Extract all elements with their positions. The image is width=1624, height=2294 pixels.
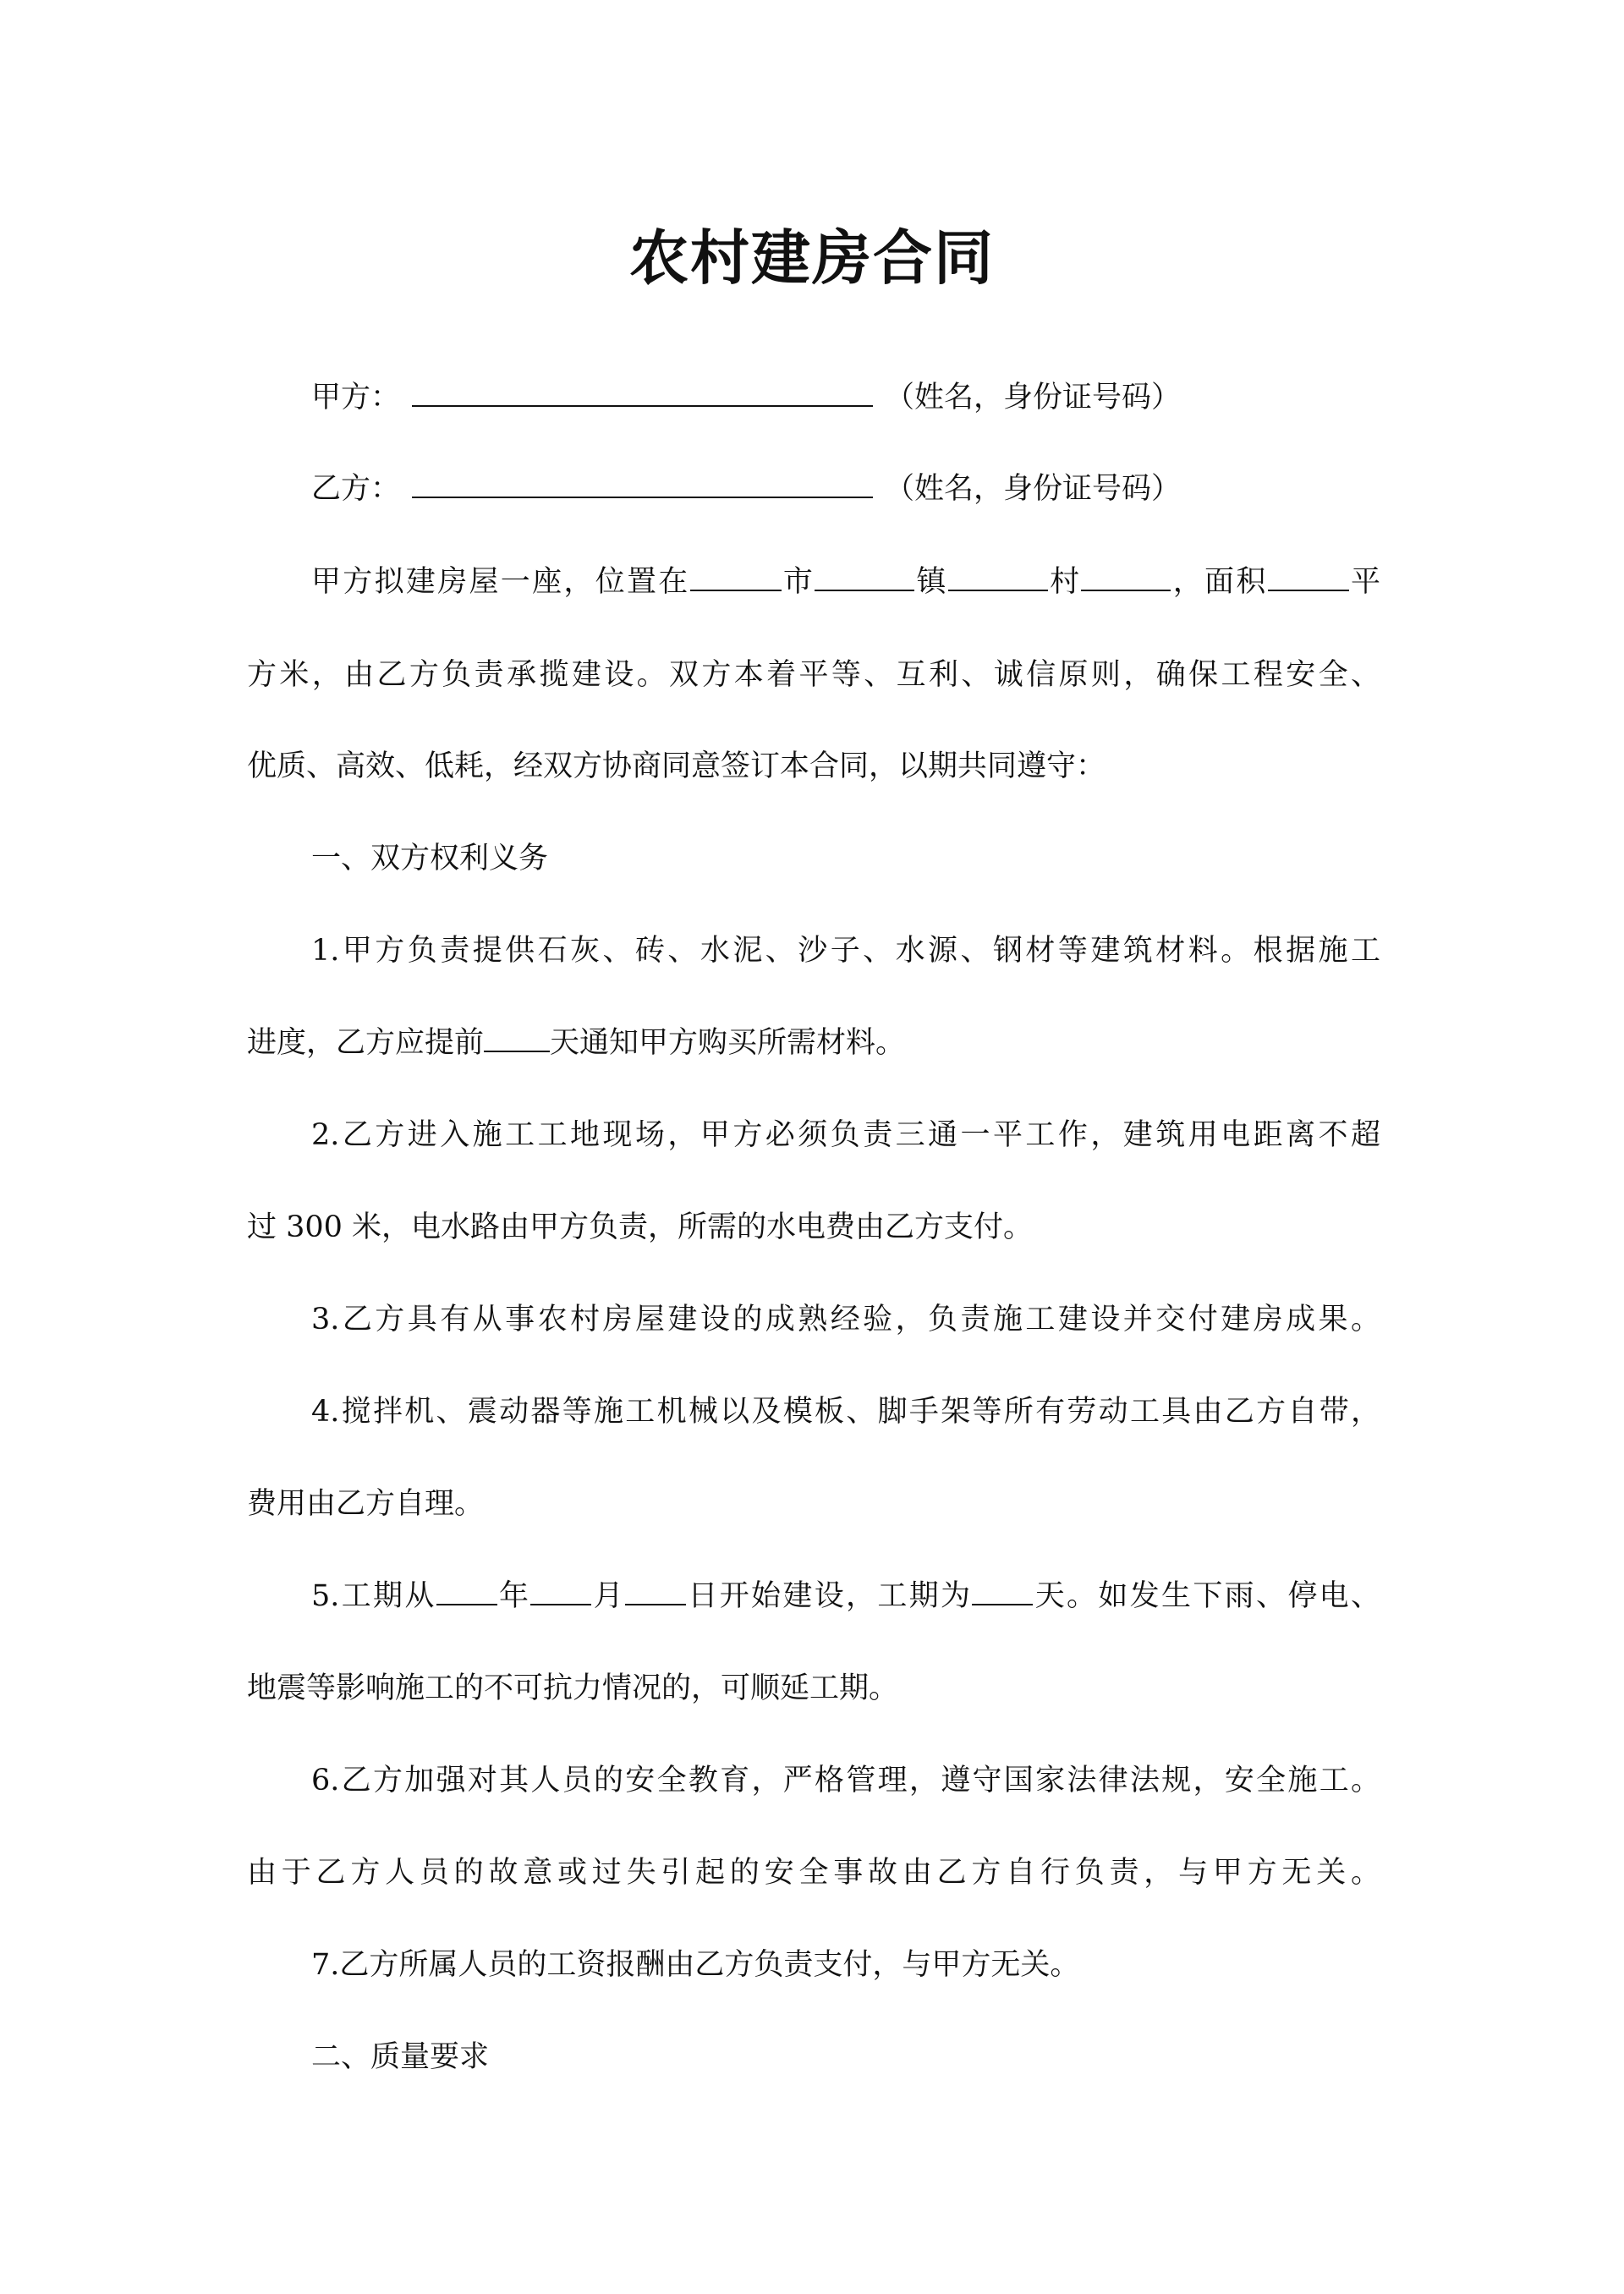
intro-text-b: 市: [781, 565, 815, 599]
party-a-note: （姓名，身份证号码）: [885, 381, 1182, 414]
start-year-blank: [436, 1572, 497, 1605]
item-5-line-1: [311, 1571, 1380, 1622]
item-2-line-2: 过 300 米，电水路由甲方负责，所需的水电费由乙方支付。: [247, 1210, 1034, 1244]
item-1-text-b: 天通知甲方购买所需材料。: [550, 1026, 906, 1060]
intro-line-2: 方米，由乙方负责承揽建设。双方本着平等、互利、诚信原则，确保工程安全、: [247, 658, 1380, 692]
item-5-text-b: 年: [497, 1579, 531, 1613]
town-blank: [815, 557, 914, 591]
area-blank: [1268, 557, 1349, 591]
item-1-text-a: 进度，乙方应提前: [247, 1026, 485, 1060]
item-5-text-d: 日开始建设，工期为: [686, 1579, 973, 1613]
intro-text-e: ，面积: [1171, 565, 1268, 599]
intro-text-f: 平: [1348, 565, 1380, 599]
location-blank: [1081, 557, 1171, 591]
item-1-line-2: [247, 1018, 1380, 1068]
start-day-blank: [625, 1572, 686, 1605]
section-2-heading: 二、质量要求: [311, 2040, 490, 2074]
item-3-line-1: 3.乙方具有从事农村房屋建设的成熟经验，负责施工建设并交付建房成果。: [311, 1303, 1380, 1336]
party-b-line: [311, 464, 1380, 514]
item-5-line-2: 地震等影响施工的不可抗力情况的，可顺延工期。: [247, 1671, 899, 1705]
village-blank: [948, 557, 1048, 591]
start-month-blank: [530, 1572, 591, 1605]
item-5-text-c: 月: [591, 1579, 626, 1613]
item-5-text-e: 天。如发生下雨、停电、: [1033, 1579, 1380, 1613]
intro-text-c: 镇: [914, 565, 948, 599]
duration-days-blank: [972, 1572, 1033, 1605]
party-b-note: （姓名，身份证号码）: [885, 472, 1182, 506]
document-title: 农村建房合同: [629, 223, 995, 293]
city-blank: [690, 557, 782, 591]
party-a-blank: [412, 373, 873, 407]
item-1-line-1: 1.甲方负责提供石灰、砖、水泥、沙子、水源、钢材等建筑材料。根据施工: [311, 934, 1380, 968]
party-a-label: 甲方：: [311, 381, 401, 414]
notice-days-blank: [484, 1018, 550, 1052]
party-b-blank: [412, 464, 873, 498]
item-2-line-1: 2.乙方进入施工工地现场，甲方必须负责三通一平工作，建筑用电距离不超: [311, 1118, 1380, 1152]
intro-text-d: 村: [1047, 565, 1082, 599]
item-5-text-a: 5.工期从: [311, 1579, 436, 1613]
intro-line-3: 优质、高效、低耗，经双方协商同意签订本合同，以期共同遵守：: [247, 749, 1106, 783]
item-7-line-1: 7.乙方所属人员的工资报酬由乙方负责支付，与甲方无关。: [311, 1948, 1080, 1982]
party-a-line: [311, 372, 1380, 423]
party-b-label: 乙方：: [311, 472, 401, 506]
intro-text-a: 甲方拟建房屋一座，位置在: [311, 565, 690, 599]
item-6-line-1: 6.乙方加强对其人员的安全教育，严格管理，遵守国家法律法规，安全施工。: [311, 1764, 1380, 1797]
item-6-line-2: 由于乙方人员的故意或过失引起的安全事故由乙方自行负责，与甲方无关。: [247, 1856, 1380, 1890]
item-4-line-2: 费用由乙方自理。: [247, 1487, 485, 1521]
item-4-line-1: 4.搅拌机、震动器等施工机械以及模板、脚手架等所有劳动工具由乙方自带，: [311, 1395, 1380, 1429]
intro-line-1: [311, 557, 1380, 607]
section-1-heading: 一、双方权利义务: [311, 842, 549, 875]
